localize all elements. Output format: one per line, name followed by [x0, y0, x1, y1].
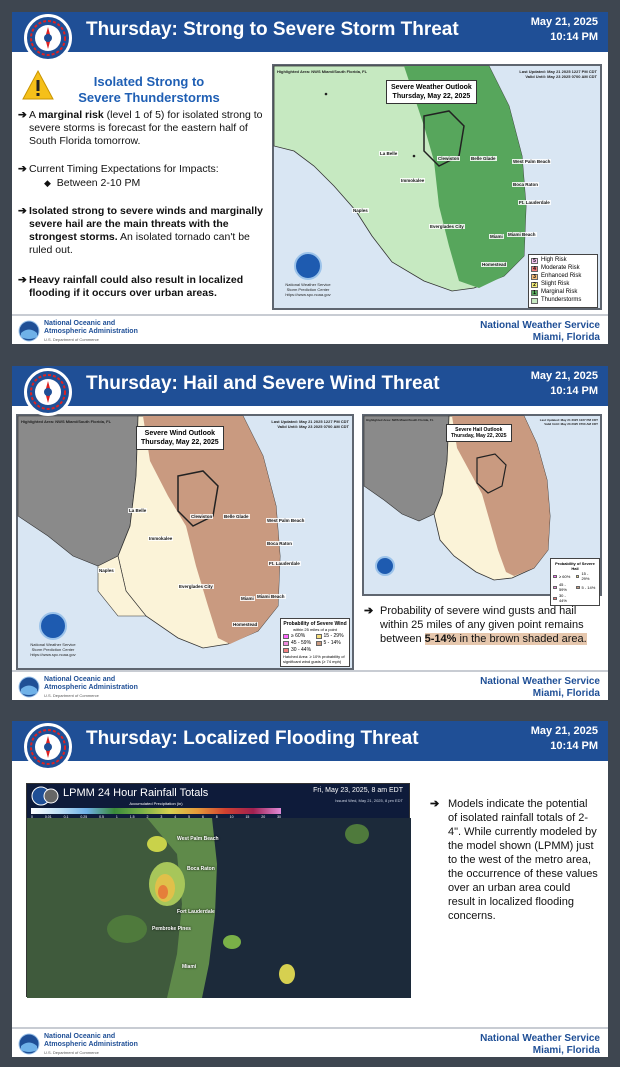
highlighted-area: Highlighted Area: NWS Miami/South Florida, FL	[366, 418, 434, 422]
legend-note: Hatched Area: ≥ 10% probability of significant wind gusts (≥ 74 mph)	[283, 654, 345, 664]
legend-label: Enhanced Risk	[541, 273, 582, 279]
map-updated	[271, 419, 349, 429]
city-label: West Palm Beach	[267, 518, 305, 523]
b2-text: Current Timing Expectations for Impacts:	[29, 163, 219, 175]
legend-row	[531, 265, 595, 272]
legend-swatch	[283, 641, 289, 646]
city-label: Clewiston	[191, 514, 213, 519]
bullet-marginal-risk	[18, 109, 266, 148]
legend-swatch	[576, 575, 580, 578]
last-updated: Last Updated: May 21 2025 1227 PM CDT	[271, 419, 349, 424]
scale-tick: 20	[261, 815, 266, 819]
city-label: Miami Beach	[257, 594, 285, 599]
arrow-icon: ➔	[430, 798, 440, 810]
heading-line2: Severe Thunderstorms	[78, 90, 220, 105]
bullet-timing	[18, 163, 266, 190]
city-label: Naples	[353, 208, 368, 213]
slide-title: Thursday: Hail and Severe Wind Threat	[86, 373, 440, 394]
slide-header	[12, 12, 608, 52]
agency-name	[44, 1033, 138, 1049]
city-label: Ft. Lauderdale	[519, 200, 550, 205]
arrow-icon: ➔	[364, 605, 374, 617]
city-label: La Belle	[380, 151, 398, 156]
legend-swatch	[283, 648, 289, 653]
city-label: Miami	[182, 964, 197, 970]
city-label: Homestead	[482, 262, 507, 267]
legend-row	[283, 640, 315, 646]
slide-title: Thursday: Strong to Severe Storm Threat	[86, 19, 459, 40]
scale-tick: 1	[115, 815, 118, 819]
city-label: Homestead	[233, 622, 258, 627]
outlook-title: Severe Weather Outlook	[391, 84, 472, 91]
outlook-title-box	[386, 80, 477, 104]
city-label: West Palm Beach	[513, 159, 551, 164]
slide-flooding-threat	[12, 721, 608, 1057]
bullet-text: Models indicate the potential of isolated rainfall totals of 2-4". While currently modeled by the model shown (LPMM) just to the west of the metro area, the occurrence of these values over an urban area could result in localized flooding concerns.	[448, 798, 598, 922]
scale-tick: 10	[229, 815, 234, 819]
b4-bold: Heavy rainfall could also result in localized flooding if it occurs over urban areas.	[29, 274, 244, 299]
slide-footer	[12, 314, 608, 344]
legend-row	[576, 571, 598, 581]
b1-pre: A	[29, 109, 39, 121]
hail-legend-rows	[553, 571, 597, 603]
legend-label: 15 - 29%	[581, 571, 590, 581]
legend-row	[531, 281, 595, 288]
bullet-tail: in the brown shaded area.	[456, 633, 587, 645]
agency-name	[44, 676, 138, 692]
valid-until: Valid Until: May 23 2025 0700 AM CDT	[277, 424, 349, 429]
city-label: Boca Raton	[267, 541, 293, 546]
noaa-logo-icon	[294, 252, 322, 280]
lpmm-issued: Issued Wed, May 21, 2025, 8 pm EDT	[335, 798, 403, 803]
spc-line2: Storm Prediction Center	[31, 647, 75, 652]
b1-bold: marginal risk	[38, 109, 104, 121]
city-label: Everglades City	[430, 224, 464, 229]
hail-legend	[550, 558, 600, 606]
legend-row	[283, 647, 315, 653]
noaa-logo-icon	[18, 676, 40, 698]
legend-label: Slight Risk	[541, 281, 570, 287]
legend-label: 5 - 14%	[581, 584, 596, 590]
outlook-date: Thursday, May 22, 2025	[392, 93, 471, 100]
agency-line2: Atmospheric Administration	[44, 328, 138, 335]
city-label: Ft. Lauderdale	[269, 561, 300, 566]
bullet-text: Probability of severe wind gusts and hail within 25 miles of any given point remains between	[380, 605, 584, 645]
legend-row	[531, 289, 595, 296]
city-label: Pembroke Pines	[152, 926, 191, 932]
scale-tick: 8	[215, 815, 218, 819]
department-name: U.S. Department of Commerce	[44, 693, 99, 698]
legend-label: ≥ 60%	[291, 633, 306, 639]
city-label: Miami Beach	[508, 232, 536, 237]
city-label: Belle Glade	[471, 156, 496, 161]
valid-until: Valid Until: May 23 2025 0700 AM CDT	[525, 74, 597, 79]
nws-office	[480, 320, 600, 344]
b2-sub: Between 2-10 PM	[56, 177, 141, 189]
outlook-title-box	[136, 426, 224, 450]
nws-logo-icon	[24, 723, 72, 771]
slide-storm-threat	[12, 12, 608, 344]
legend-label: Moderate Risk	[541, 265, 580, 271]
severe-wind-outlook-map	[16, 414, 354, 670]
agency-line1: National Oceanic and	[44, 320, 116, 327]
legend-label: ≥ 60%	[559, 573, 571, 579]
legend-sub: within 25 miles of a point	[293, 627, 337, 632]
spc-badge	[280, 252, 336, 297]
city-label: Immokalee	[401, 178, 425, 183]
city-label: Everglades City	[179, 584, 213, 589]
wind-legend	[280, 618, 350, 667]
lpmm-scale-ticks	[31, 815, 281, 819]
last-updated: Last Updated: May 21 2025 1227 PM CDT	[519, 69, 597, 74]
slide-header	[12, 721, 608, 761]
nws-name: National Weather Service	[480, 1033, 600, 1044]
agency-line2: Atmospheric Administration	[44, 1041, 138, 1048]
severe-hail-outlook-map	[362, 414, 602, 603]
nws-office	[480, 676, 600, 700]
legend-swatch	[316, 641, 322, 646]
bullet-bold: 5-14%	[424, 633, 457, 645]
legend-swatch	[531, 298, 538, 304]
slide-title: Thursday: Localized Flooding Threat	[86, 728, 419, 749]
scale-tick: 0.01	[44, 815, 52, 819]
city-label: Boca Raton	[187, 866, 215, 872]
b3-post: An isolated tornado can't be ruled out.	[29, 231, 250, 256]
agency-name	[44, 320, 138, 336]
legend-title: Probability of Severe Hail	[555, 561, 595, 571]
city-label: Belle Glade	[224, 514, 249, 519]
noaa-logo-icon	[18, 1033, 40, 1055]
time-text: 10:14 PM	[550, 740, 598, 752]
valid-until: Valid Until: May 23 2025 0700 AM CDT	[544, 422, 598, 426]
map-updated	[540, 418, 598, 426]
agency-line1: National Oceanic and	[44, 1033, 116, 1040]
legend-swatch: 4	[531, 266, 538, 272]
slide-footer	[12, 1027, 608, 1057]
scale-tick: 4	[174, 815, 177, 819]
section-heading	[64, 74, 234, 106]
outlook-title-box	[446, 424, 512, 442]
legend-row	[553, 571, 575, 581]
legend-label: 30 - 44%	[558, 593, 567, 603]
date-text: May 21, 2025	[530, 16, 598, 28]
legend-row	[531, 297, 595, 304]
outlook-title: Severe Wind Outlook	[144, 430, 216, 437]
nws-location: Miami, Florida	[532, 1045, 600, 1056]
city-label: Clewiston	[438, 156, 460, 161]
scale-tick: 0.5	[99, 815, 104, 819]
nws-location: Miami, Florida	[532, 332, 600, 343]
legend-swatch	[316, 634, 322, 639]
arrow-icon: ➔	[18, 205, 27, 217]
arrow-icon: ➔	[18, 274, 27, 286]
heading-line1: Isolated Strong to	[93, 74, 205, 89]
bullet-rainfall	[18, 274, 266, 300]
legend-swatch	[576, 586, 580, 589]
b1-post: (level 1 of 5) for isolated strong to severe storms is forecast for the eastern half of South Florida tomorrow.	[29, 109, 263, 147]
legend-swatch: 5	[531, 258, 538, 264]
department-name: U.S. Department of Commerce	[44, 337, 99, 342]
slide-hail-wind-threat	[12, 366, 608, 700]
slide-footer	[12, 670, 608, 700]
lpmm-valid-date: Fri, May 23, 2025, 8 am EDT	[313, 787, 403, 794]
noaa-logo-icon	[39, 612, 67, 640]
agency-line2: Atmospheric Administration	[44, 684, 138, 691]
legend-swatch: 3	[531, 274, 538, 280]
scale-tick: 3	[160, 815, 163, 819]
scale-tick: 2	[146, 815, 149, 819]
slide-date	[531, 724, 598, 754]
scale-tick: 30	[277, 815, 281, 819]
legend-row	[553, 593, 575, 603]
lpmm-scale-label: Accumulated Precipitation (in)	[129, 801, 183, 806]
highlighted-area: Highlighted Area: NWS Miami/South Florida, FL	[277, 69, 368, 74]
scale-tick: 6	[201, 815, 204, 819]
legend-label: 45 - 59%	[291, 640, 312, 646]
slide-date	[531, 369, 598, 399]
nws-logo-icon	[24, 14, 72, 62]
legend-row	[316, 640, 348, 646]
scale-tick: 5	[188, 815, 191, 819]
slide-date	[531, 15, 598, 45]
diamond-icon: ◆	[44, 178, 51, 188]
department-name: U.S. Department of Commerce	[44, 1050, 99, 1055]
city-label: Immokalee	[149, 536, 173, 541]
legend-swatch	[283, 634, 289, 639]
city-label: Fort Lauderdale	[177, 909, 215, 915]
spc-badge	[24, 612, 82, 657]
scale-tick: 0	[31, 815, 33, 819]
legend-row	[531, 273, 595, 280]
legend-label: High Risk	[541, 257, 567, 263]
scale-tick: 0.25	[80, 815, 88, 819]
scale-tick: 0.1	[63, 815, 69, 819]
highlighted-area: Highlighted Area: NWS Miami/South Florida, FL	[21, 419, 112, 424]
lpmm-rainfall-map	[26, 783, 410, 997]
noaa-logo-icon	[375, 556, 395, 576]
spc-url: https://www.spc.noaa.gov	[285, 292, 331, 297]
scale-tick: 15	[245, 815, 250, 819]
legend-row	[283, 633, 315, 639]
city-label: West Palm Beach	[177, 836, 219, 842]
city-label: Naples	[99, 568, 114, 573]
b3-bold: Isolated strong to severe winds and marginally severe hail are the main threats with the strongest storms.	[29, 205, 263, 243]
legend-row	[553, 582, 575, 592]
risk-legend	[528, 254, 598, 308]
spc-line1: National Weather Service	[30, 642, 76, 647]
arrow-icon: ➔	[18, 163, 27, 175]
legend-title: Probability of Severe Wind	[283, 621, 347, 627]
nws-location: Miami, Florida	[532, 688, 600, 699]
legend-swatch	[553, 597, 557, 600]
nws-name: National Weather Service	[480, 676, 600, 687]
city-label: Boca Raton	[513, 182, 539, 187]
noaa-logo-icon	[18, 320, 40, 342]
legend-swatch	[553, 586, 557, 589]
outlook-date: Thursday, May 22, 2025	[451, 433, 507, 439]
bullet-flooding	[430, 797, 598, 923]
date-text: May 21, 2025	[530, 725, 598, 737]
legend-swatch: 1	[531, 290, 538, 296]
last-updated: Last Updated: May 21 2025 1227 PM CDT	[539, 418, 598, 422]
spc-line2: Storm Prediction Center	[286, 287, 330, 292]
spc-url: https://www.spc.noaa.gov	[30, 652, 76, 657]
wind-legend-rows	[283, 633, 347, 653]
slide-header	[12, 366, 608, 406]
city-label: Miami	[241, 596, 254, 601]
legend-label: 30 - 44%	[291, 647, 312, 653]
legend-label: 5 - 14%	[323, 640, 341, 646]
city-label: Miami	[490, 234, 503, 239]
lpmm-title: LPMM 24 Hour Rainfall Totals	[63, 787, 209, 799]
severe-outlook-map	[272, 64, 602, 310]
legend-row	[316, 633, 348, 639]
spc-line1: National Weather Service	[285, 282, 331, 287]
bullet-wind-hail-probability	[364, 604, 600, 646]
legend-label: Thunderstorms	[541, 297, 582, 303]
legend-label: 15 - 29%	[323, 633, 344, 639]
lpmm-color-scale	[31, 808, 281, 814]
nws-logo-icon	[24, 368, 72, 416]
date-text: May 21, 2025	[530, 370, 598, 382]
legend-row	[531, 257, 595, 264]
city-label: La Belle	[129, 508, 147, 513]
legend-label: 45 - 59%	[558, 582, 567, 592]
legend-swatch	[553, 575, 557, 578]
time-text: 10:14 PM	[550, 385, 598, 397]
map-updated	[519, 69, 597, 79]
nws-office	[480, 1033, 600, 1057]
time-text: 10:14 PM	[550, 31, 598, 43]
outlook-date: Thursday, May 22, 2025	[141, 439, 219, 446]
spc-badge	[368, 556, 402, 578]
scale-tick: 1.5	[129, 815, 135, 819]
legend-swatch: 2	[531, 282, 538, 288]
legend-row	[576, 582, 598, 592]
arrow-icon: ➔	[18, 109, 27, 121]
outlook-title: Severe Hail Outlook	[455, 427, 503, 433]
agency-line1: National Oceanic and	[44, 676, 116, 683]
legend-label: Marginal Risk	[541, 289, 578, 295]
nws-name: National Weather Service	[480, 320, 600, 331]
warning-icon	[22, 70, 54, 100]
bullet-threats	[18, 205, 266, 257]
